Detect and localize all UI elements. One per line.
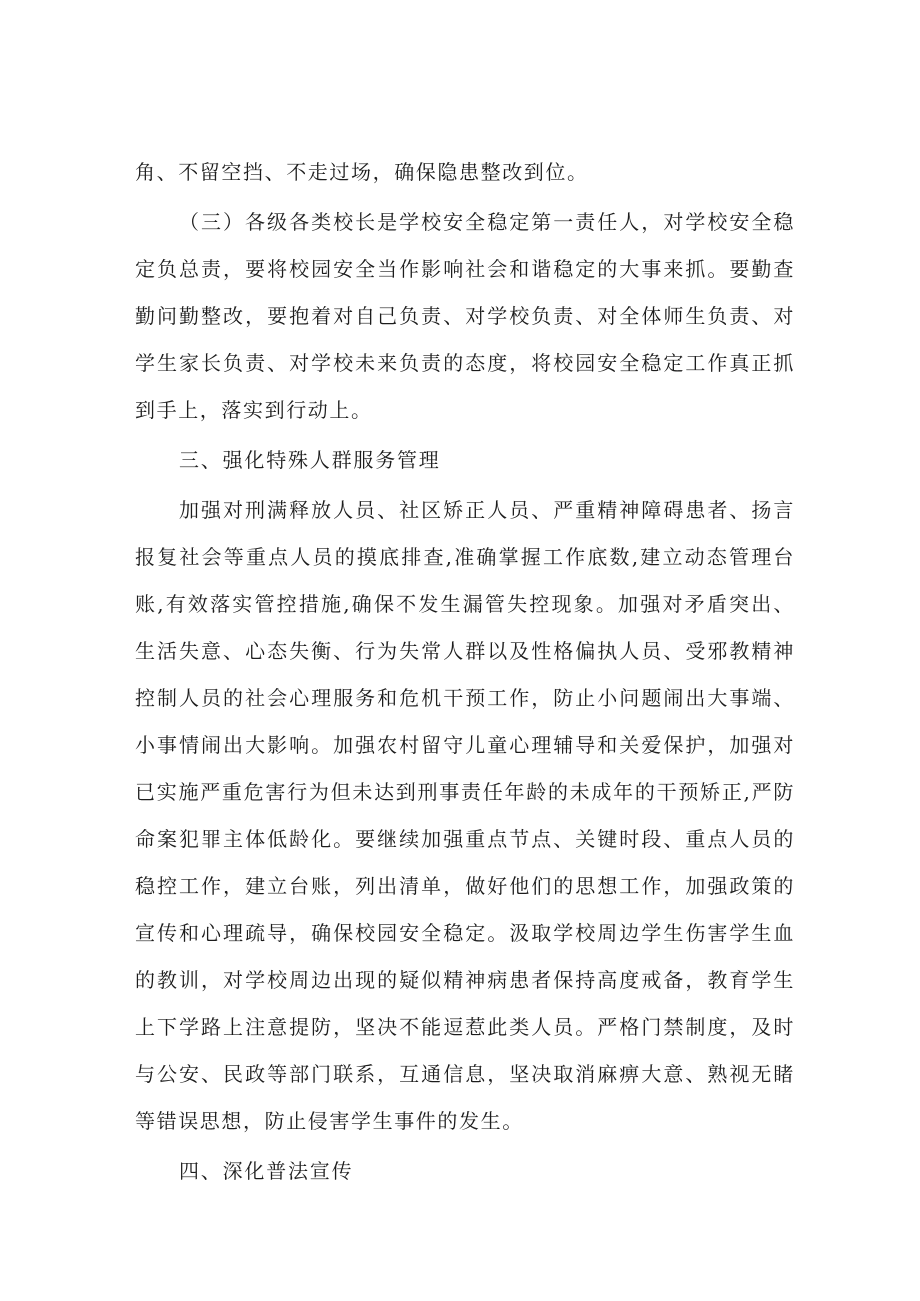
document-body: [135, 149, 795, 1195]
paragraph-continuation: 角、不留空挡、不走过场，确保隐患整改到位。: [135, 160, 589, 184]
section-heading-special-groups: 三、强化特殊人群服务管理: [179, 448, 441, 472]
paragraph-special-groups-management: 加强对刑满释放人员、社区矫正人员、严重精神障碍患者、扬言报复社会等重点人员的摸底排查,准确掌握工作底数,建立动态管理台账,有效落实管控措施,确保不发生漏管失控现象。加强对矛盾突出、生活失意、心态失衡、行为失常人群以及性格偏执人员、受邪教精神控制人员的社会心理服务和危机干预工作，防止小问题闹出大事端、小事情闹出大影响。加强农村留守儿童心理辅导和关爱保护，加强对已实施严重危害行为但未达到刑事责任年龄的未成年的干预矫正,严防命案犯罪主体低龄化。要继续加强重点节点、关键时段、重点人员的稳控工作，建立台账，列出清单，做好他们的思想工作，加强政策的宣传和心理疏导，确保校园安全稳定。汲取学校周边学生伤害学生血的教训，对学校周边出现的疑似精神病患者保持高度戒备，教育学生上下学路上注意提防，坚决不能逗惹此类人员。严格门禁制度，及时与公安、民政等部门联系，互通信息，坚决取消麻痹大意、熟视无睹等错误思想，防止侵害学生事件的发生。: [135, 498, 795, 1133]
section-heading-legal-publicity: 四、深化普法宣传: [179, 1159, 354, 1183]
paragraph-principal-responsibility: （三）各级各类校长是学校安全稳定第一责任人，对学校安全稳定负总责，要将校园安全当作影响社会和谐稳定的大事来抓。要勤查勤问勤整改，要抱着对自己负责、对学校负责、对全体师生负责、对学生家长负责、对学校未来负责的态度，将校园安全稳定工作真正抓到手上，落实到行动上。: [135, 210, 795, 422]
